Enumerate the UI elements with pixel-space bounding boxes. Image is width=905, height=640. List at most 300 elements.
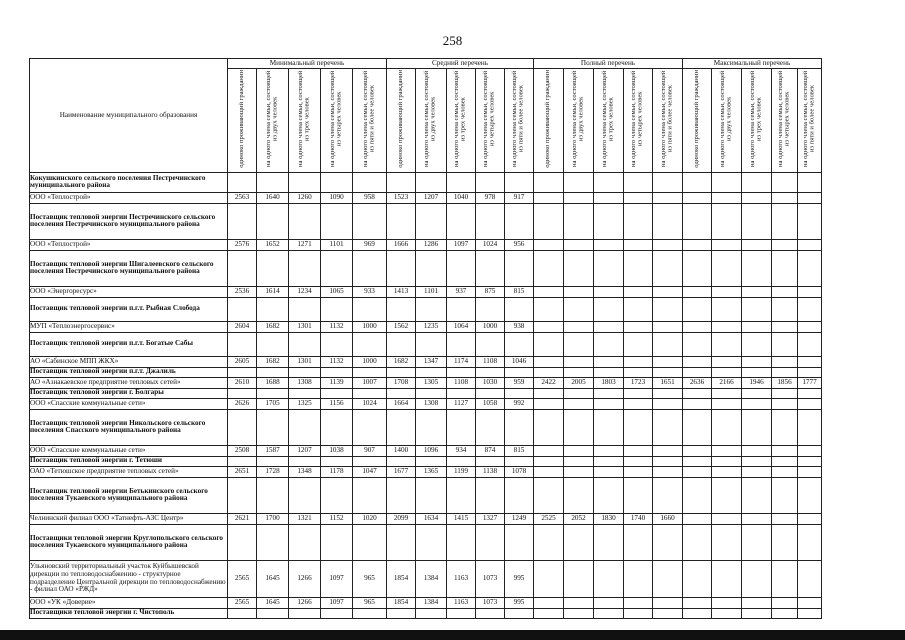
table-row [30,597,822,608]
table-row [30,356,822,367]
value-cell [353,608,387,618]
value-cell [447,477,476,513]
value-cell: 1096 [416,445,447,456]
value-cell [712,388,742,398]
column-header [289,69,321,173]
value-cell: 1700 [257,513,289,524]
value-cell [447,367,476,377]
value-cell [712,250,742,286]
value-cell [289,388,321,398]
supplier-name: АО «Азнакаевское предприятие тепловых сетей» [30,377,228,388]
value-cell: 1156 [321,398,353,409]
value-cell [653,367,683,377]
column-header [683,69,712,173]
value-cell [683,367,712,377]
value-cell [476,608,505,618]
value-cell: 965 [353,560,387,597]
value-cell: 1308 [416,398,447,409]
value-cell [798,560,822,597]
table-row [30,466,822,477]
value-cell [476,524,505,560]
value-cell [772,356,798,367]
value-cell [742,477,772,513]
value-cell [653,445,683,456]
value-cell: 1163 [447,597,476,608]
value-cell [534,286,564,297]
column-header-label: на одного члена семьи, состоящей из трех человек [600,70,615,168]
value-cell [594,172,624,192]
value-cell [594,239,624,250]
section-heading-row [30,332,822,356]
value-cell: 1682 [387,356,416,367]
value-cell: 1301 [289,321,321,332]
supplier-name: ООО «Спасские коммунальные сети» [30,398,228,409]
value-cell [594,297,624,321]
value-cell: 1645 [257,597,289,608]
value-cell [289,297,321,321]
value-cell [712,239,742,250]
supplier-name: МУП «Теплоэнергосервис» [30,321,228,332]
value-cell [564,524,594,560]
value-cell [653,321,683,332]
value-cell [416,250,447,286]
value-cell: 1854 [387,597,416,608]
table-body [30,172,822,618]
value-cell: 1127 [447,398,476,409]
value-cell [742,597,772,608]
value-cell [534,192,564,203]
value-cell [772,250,798,286]
column-header [534,69,564,173]
value-cell [534,332,564,356]
value-cell [742,321,772,332]
value-cell [712,608,742,618]
value-cell [798,608,822,618]
value-cell [505,297,534,321]
value-cell [534,477,564,513]
value-cell [772,388,798,398]
value-cell [534,388,564,398]
value-cell [594,332,624,356]
value-cell: 1132 [321,356,353,367]
value-cell: 1803 [594,377,624,388]
value-cell: 2536 [228,286,257,297]
name-column-header: Наименование муниципального образования [30,59,228,173]
value-cell [257,297,289,321]
value-cell [257,172,289,192]
value-cell [353,332,387,356]
value-cell: 1024 [353,398,387,409]
value-cell [387,477,416,513]
value-cell [416,608,447,618]
value-cell [624,597,653,608]
supplier-name: Ульяновский территориальный участок Куйбышевской дирекции по тепловодоснабжению - структурное подразделение Центральной дирекции по тепловодоснабжению - филиал ОАО «РЖД» [30,560,228,597]
value-cell [742,409,772,445]
value-cell [228,250,257,286]
value-cell: 956 [505,239,534,250]
column-header-label: одиноко проживающий гражданин [692,70,700,168]
value-cell: 1097 [321,560,353,597]
value-cell [742,172,772,192]
value-cell [594,398,624,409]
value-cell [798,398,822,409]
value-cell: 917 [505,192,534,203]
value-cell [624,172,653,192]
value-cell [683,477,712,513]
value-cell [387,250,416,286]
value-cell [534,608,564,618]
value-cell: 2099 [387,513,416,524]
column-header-label: на одного члена семьи, состоящей из трех человек [748,70,763,168]
value-cell [742,608,772,618]
value-cell [712,524,742,560]
value-cell [624,250,653,286]
value-cell [742,250,772,286]
value-cell [683,456,712,466]
value-cell [624,192,653,203]
value-cell: 1097 [447,239,476,250]
value-cell [564,560,594,597]
value-cell [772,456,798,466]
value-cell: 1020 [353,513,387,524]
value-cell [742,388,772,398]
value-cell: 1325 [289,398,321,409]
value-cell: 1664 [387,398,416,409]
value-cell [447,388,476,398]
value-cell [321,524,353,560]
value-cell [476,456,505,466]
value-cell [534,398,564,409]
value-cell: 1856 [772,377,798,388]
value-cell [742,513,772,524]
value-cell [321,297,353,321]
column-header-label: на одного члена семьи, состоящей из пяти и более человек [801,70,816,168]
value-cell [353,203,387,239]
value-cell: 1207 [289,445,321,456]
column-header-label: на одного члена семьи, состоящей из пяти и более человек [511,70,525,168]
value-cell [387,608,416,618]
value-cell [798,388,822,398]
value-cell [742,203,772,239]
value-cell [387,524,416,560]
value-cell: 1266 [289,597,321,608]
value-cell [772,286,798,297]
value-cell [683,560,712,597]
section-heading-row [30,388,822,398]
value-cell [447,524,476,560]
value-cell [653,477,683,513]
value-cell: 1047 [353,466,387,477]
table-row [30,513,822,524]
value-cell [712,203,742,239]
value-cell [742,398,772,409]
supplier-name: ООО «Энергоресурс» [30,286,228,297]
value-cell [798,524,822,560]
value-cell [257,477,289,513]
column-header-label: на одного члена семьи, состоящей из двух человек [423,70,437,168]
value-cell [289,524,321,560]
value-cell [416,172,447,192]
value-cell: 958 [353,192,387,203]
section-heading: Поставщик тепловой энергии г. Болгары [30,388,228,398]
value-cell [321,388,353,398]
value-cell: 2005 [564,377,594,388]
value-cell [712,356,742,367]
value-cell [505,388,534,398]
value-cell: 1030 [476,377,505,388]
value-cell [594,203,624,239]
value-cell: 1108 [447,377,476,388]
value-cell [321,172,353,192]
column-header [712,69,742,173]
value-cell [742,192,772,203]
value-cell [624,456,653,466]
value-cell [564,297,594,321]
value-cell [564,332,594,356]
value-cell [564,286,594,297]
value-cell [653,560,683,597]
value-cell [505,608,534,618]
value-cell [447,608,476,618]
column-header [653,69,683,173]
value-cell: 1260 [289,192,321,203]
table-row [30,239,822,250]
value-cell [712,297,742,321]
value-cell [742,239,772,250]
value-cell [712,456,742,466]
column-header [353,69,387,173]
value-cell [416,203,447,239]
value-cell [257,388,289,398]
value-cell: 1058 [476,398,505,409]
value-cell [624,466,653,477]
value-cell [712,513,742,524]
value-cell [387,409,416,445]
section-heading: Кокушкинского сельского поселения Пестречинского муниципального района [30,172,228,192]
value-cell: 1682 [257,321,289,332]
value-cell [624,367,653,377]
value-cell [772,445,798,456]
value-cell: 1415 [447,513,476,524]
value-cell [683,297,712,321]
value-cell [321,367,353,377]
column-header [476,69,505,173]
value-cell [564,192,594,203]
value-cell [416,477,447,513]
column-header [387,69,416,173]
value-cell: 2508 [228,445,257,456]
value-cell [416,524,447,560]
value-cell [653,286,683,297]
value-cell: 1097 [321,597,353,608]
value-cell [228,409,257,445]
value-cell: 1207 [416,192,447,203]
section-heading: Поставщик тепловой энергии г. Тетюши [30,456,228,466]
value-cell [534,203,564,239]
value-cell [742,466,772,477]
value-cell [505,456,534,466]
value-cell: 1413 [387,286,416,297]
value-cell: 1523 [387,192,416,203]
value-cell: 1728 [257,466,289,477]
value-cell [742,445,772,456]
value-cell: 1138 [476,466,505,477]
value-cell [712,560,742,597]
column-header-label: на одного члена семьи, состоящей из трех человек [296,70,311,168]
value-cell: 1614 [257,286,289,297]
value-cell: 1645 [257,560,289,597]
column-header-label: на одного члена семьи, состоящей из двух человек [264,70,279,168]
supplier-name: ОАО «Тетюшское предприятие тепловых сетей» [30,466,228,477]
supplier-name: АО «Сабинское МПП ЖКХ» [30,356,228,367]
value-cell [447,250,476,286]
value-cell [228,297,257,321]
section-heading-row [30,203,822,239]
value-cell: 1384 [416,597,447,608]
value-cell [653,297,683,321]
value-cell: 1562 [387,321,416,332]
value-cell [353,477,387,513]
section-heading-row [30,456,822,466]
value-cell [476,172,505,192]
value-cell: 992 [505,398,534,409]
value-cell: 1199 [447,466,476,477]
value-cell [534,597,564,608]
value-cell [683,524,712,560]
value-cell [228,367,257,377]
value-cell: 978 [476,192,505,203]
value-cell: 2621 [228,513,257,524]
value-cell [289,477,321,513]
value-cell [742,356,772,367]
value-cell: 1651 [653,377,683,388]
value-cell [653,456,683,466]
value-cell: 937 [447,286,476,297]
value-cell: 1163 [447,560,476,597]
value-cell [257,250,289,286]
value-cell [712,477,742,513]
value-cell: 1946 [742,377,772,388]
table-row [30,321,822,332]
value-cell: 1640 [257,192,289,203]
value-cell: 1108 [476,356,505,367]
value-cell: 1139 [321,377,353,388]
column-header [505,69,534,173]
value-cell [742,456,772,466]
value-cell: 2626 [228,398,257,409]
value-cell [683,286,712,297]
value-cell [257,332,289,356]
value-cell [321,203,353,239]
value-cell: 1705 [257,398,289,409]
value-cell [594,477,624,513]
value-cell [653,409,683,445]
value-cell [798,513,822,524]
value-cell [447,409,476,445]
value-cell [594,367,624,377]
column-header [624,69,653,173]
value-cell: 815 [505,445,534,456]
value-cell [476,388,505,398]
value-cell: 1305 [416,377,447,388]
value-cell [772,172,798,192]
value-cell [683,466,712,477]
value-cell [353,297,387,321]
value-cell [564,321,594,332]
value-cell [798,445,822,456]
value-cell [228,608,257,618]
value-cell [653,398,683,409]
value-cell [712,367,742,377]
value-cell: 1152 [321,513,353,524]
value-cell [387,172,416,192]
value-cell [594,597,624,608]
value-cell [653,608,683,618]
value-cell [534,560,564,597]
value-cell: 1090 [321,192,353,203]
value-cell [772,367,798,377]
value-cell [564,356,594,367]
value-cell [742,332,772,356]
table-row [30,560,822,597]
value-cell [387,367,416,377]
value-cell [505,409,534,445]
value-cell: 1040 [447,192,476,203]
value-cell [798,286,822,297]
value-cell [798,203,822,239]
value-cell [387,456,416,466]
column-header [742,69,772,173]
section-heading-row [30,297,822,321]
value-cell [387,297,416,321]
section-heading: Поставщик тепловой энергии Пестречинского сельского поселения Пестречинского муниципального района [30,203,228,239]
value-cell [594,192,624,203]
value-cell [228,388,257,398]
value-cell [772,321,798,332]
value-cell: 2563 [228,192,257,203]
section-heading: Поставщик тепловой энергии п.г.т. Рыбная Слобода [30,297,228,321]
value-cell: 2052 [564,513,594,524]
supplier-name: Челнинский филиал ООО «Татнефть-АЗС Центр» [30,513,228,524]
column-header [564,69,594,173]
value-cell [257,524,289,560]
column-header-label: на одного члена семьи, состоящей из четырех человек [630,70,644,168]
value-cell [594,321,624,332]
value-cell: 1301 [289,356,321,367]
value-cell [564,608,594,618]
value-cell [353,409,387,445]
value-cell [321,332,353,356]
value-cell [798,250,822,286]
value-cell [476,332,505,356]
value-cell [742,524,772,560]
value-cell [683,513,712,524]
value-cell: 1308 [289,377,321,388]
value-cell [742,367,772,377]
value-cell [564,466,594,477]
column-header [321,69,353,173]
value-cell [772,409,798,445]
tariff-table [29,58,822,619]
column-header-label: на одного члена семьи, состоящей из четырех человек [328,70,343,168]
value-cell [387,332,416,356]
column-header [798,69,822,173]
value-cell [798,409,822,445]
value-cell [624,398,653,409]
table-row [30,192,822,203]
value-cell [534,456,564,466]
value-cell [416,388,447,398]
